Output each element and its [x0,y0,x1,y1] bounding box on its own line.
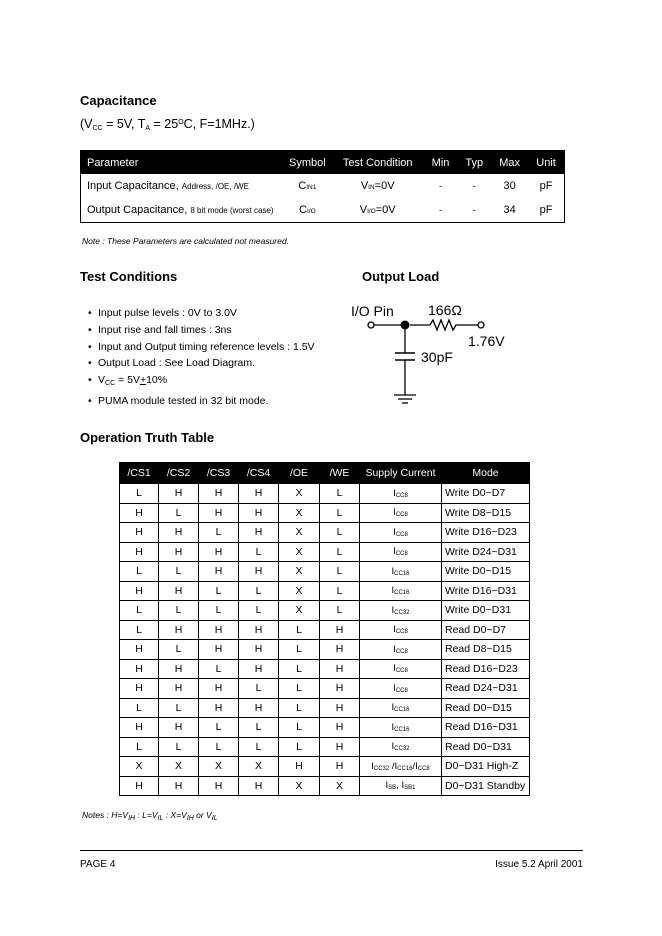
table-row [120,503,530,523]
tt-cell: L [279,620,320,640]
tt-cell: H [239,776,279,796]
table-row [120,620,530,640]
tt-cell: H [159,581,199,601]
condition-main: V [360,180,369,192]
tt-cell: L [120,562,159,582]
table-row [120,776,530,796]
tt-cell: H [120,659,159,679]
tt-cell: L [279,737,320,757]
tt-cell: L [199,737,239,757]
resistor-label: 166Ω [428,302,462,318]
tt-cell: L [199,659,239,679]
output-load-heading: Output Load [362,269,440,284]
current-sub: CC8 [395,492,408,499]
tt-cell: X [279,562,320,582]
output-load-diagram [340,295,540,410]
current-main: I [393,624,396,636]
tt-cell: H [199,620,239,640]
tt-cell: X [239,757,279,777]
tt-cell-supply-current [360,620,442,640]
tt-cell: H [159,659,199,679]
current-main: I [391,604,395,616]
current-sub: CC16 [394,707,410,714]
tt-cell-mode: Write D0~D31 [442,601,530,621]
parameter-name: Input Capacitance, [87,180,179,192]
voltage-label: 1.76V [468,333,505,349]
tt-cell: X [279,523,320,543]
cap-cell-typ: - [472,205,476,215]
tt-cell: L [120,698,159,718]
tt-cell: H [320,640,360,660]
table-row [120,542,530,562]
tt-cell-mode: Write D0~D7 [442,484,530,504]
tt-header-cs3: /CS3 [199,463,239,484]
tt-cell: L [239,737,279,757]
current-main: /I [389,760,398,772]
cap-row [81,198,565,223]
capacitor-label: 30pF [421,349,453,365]
tt-cell: H [199,484,239,504]
current-main: I [393,526,396,538]
cap-header-unit: Unit [528,151,564,175]
table-row [120,523,530,543]
tt-cell: X [279,776,320,796]
cap-cell-unit: pF [539,180,553,192]
current-main: I [393,643,396,655]
tt-header-oe: /OE [279,463,320,484]
current-sub: CC32 [394,609,410,616]
tt-cell: X [279,601,320,621]
table-row [120,698,530,718]
current-main: I [391,721,395,733]
table-row [120,601,530,621]
tt-cell-supply-current [360,640,442,660]
current-main: I [391,741,395,753]
truth-table-notes: Notes : $H=V_{IH}$ : $L=V_{IL}$ : $X=V_{IH}$ or $V_{IL}$ [82,810,218,822]
tt-cell: H [320,620,360,640]
tt-cell: H [239,620,279,640]
symbol-sub: I/O [306,208,316,215]
tt-cell: L [320,542,360,562]
table-row [120,679,530,699]
test-condition-item: • Input rise and fall times : 3ns [88,322,315,339]
tt-cell: L [120,737,159,757]
tt-cell: X [120,757,159,777]
tt-cell-mode: Read D0~D15 [442,698,530,718]
tt-cell-mode: Write D8~D15 [442,503,530,523]
test-condition-item: • Input and Output timing reference levels : 1.5V [88,339,315,356]
cap-cell-condition [332,174,424,198]
condition-sub: I/O [367,208,376,215]
tt-cell: H [159,776,199,796]
tt-cell-supply-current [360,484,442,504]
table-row [120,659,530,679]
tt-header-cs1: /CS1 [120,463,159,484]
cap-cell-max: 34 [503,204,516,216]
tt-cell: L [239,542,279,562]
tt-cell-mode: Read D16~D23 [442,659,530,679]
tt-cell: H [320,757,360,777]
current-sub: CC8 [395,629,408,636]
tt-cell: H [159,542,199,562]
current-main: I [391,585,395,597]
current-main: I [393,507,396,519]
tt-cell: L [159,503,199,523]
tt-cell: H [120,503,159,523]
current-sub: CC16 [394,570,410,577]
tt-cell-supply-current [360,542,442,562]
parameter-detail: Address, /OE, /WE [181,182,249,191]
tt-cell: L [159,601,199,621]
test-condition-item: • Input pulse levels : 0V to 3.0V [88,305,315,322]
junction-dot-icon [401,321,410,330]
cap-header-max: Max [491,151,528,175]
footer-rule [80,850,583,851]
condition-main: V [359,204,368,216]
tt-cell: L [159,737,199,757]
tt-cell: H [120,679,159,699]
tt-cell: H [159,718,199,738]
cap-cell-typ: - [472,181,476,191]
tt-cell: L [239,601,279,621]
cap-cell-symbol [283,198,332,223]
current-main: I [393,487,396,499]
tt-cell: L [239,679,279,699]
current-main: I [371,760,374,772]
tt-cell: H [120,640,159,660]
tt-cell: H [320,737,360,757]
current-sub: SB1 [404,785,416,792]
tt-cell: L [320,581,360,601]
current-sub: CC16 [394,590,410,597]
tt-cell: H [199,562,239,582]
tt-cell-supply-current [360,679,442,699]
tt-cell-mode: Read D0~D7 [442,620,530,640]
tt-cell: H [199,542,239,562]
tt-cell-mode: Write D24~D31 [442,542,530,562]
tt-cell: H [120,542,159,562]
tt-cell: H [120,581,159,601]
table-row [120,484,530,504]
symbol-main: C [299,204,307,216]
tt-cell: L [279,640,320,660]
symbol-sub: IN1 [306,184,317,191]
cap-cell-min: - [439,181,443,191]
tt-cell: X [159,757,199,777]
tt-cell: L [320,484,360,504]
current-sub: CC32 [394,746,410,753]
current-sub: CC8 [395,551,408,558]
tt-cell: L [159,562,199,582]
io-pin-terminal-icon [368,322,374,328]
tt-cell: L [320,523,360,543]
tt-cell: H [120,776,159,796]
tt-cell-mode: D0~D31 High-Z [442,757,530,777]
tt-cell-mode: Read D0~D31 [442,737,530,757]
cap-cell-symbol [283,174,332,198]
tt-cell: X [320,776,360,796]
current-sub: CC16 [394,726,410,733]
tt-cell: L [199,523,239,543]
condition-tail: =0V [375,204,396,216]
current-sub: CC8 [395,512,408,519]
tt-cell: L [239,718,279,738]
tt-cell-mode: Read D16~D31 [442,718,530,738]
tt-cell: H [239,640,279,660]
table-row [120,757,530,777]
current-sub: CC16 [397,765,413,772]
current-sub: CC8 [395,668,408,675]
tt-cell: H [120,523,159,543]
parameter-detail: 8 bit mode (worst case) [190,206,274,215]
tt-cell: H [159,679,199,699]
tt-cell: H [199,776,239,796]
tt-cell-mode: D0~D31 Standby [442,776,530,796]
current-main: I [391,702,395,714]
cap-header-min: Min [424,151,458,175]
tt-cell: L [320,503,360,523]
tt-cell: L [320,601,360,621]
capacitance-conditions: ($V_{CC} = 5V$, $T_A = 25^OC$, F=1MHz.) [80,117,255,132]
symbol-main: C [298,180,307,192]
tt-header-cs2: /CS2 [159,463,199,484]
tt-header-mode: Mode [442,463,530,484]
tt-cell: L [120,601,159,621]
table-row [120,581,530,601]
tt-cell-supply-current [360,562,442,582]
capacitance-heading: Capacitance [80,93,157,108]
tt-cell: L [199,601,239,621]
tt-cell: H [239,562,279,582]
current-sub: SB [388,785,397,792]
tt-cell: H [239,484,279,504]
tt-cell-supply-current [360,737,442,757]
page-number: PAGE 4 [80,859,116,870]
current-main: I [391,565,395,577]
tt-cell: L [320,562,360,582]
cap-header-symbol: Symbol [283,151,332,175]
tt-cell: H [199,698,239,718]
tt-cell: L [199,581,239,601]
current-main: , I [396,780,405,792]
test-condition-item: • Output Load : See Load Diagram. [88,355,315,372]
test-conditions-heading: Test Conditions [80,269,178,284]
tt-cell: L [159,698,199,718]
tt-cell: H [239,503,279,523]
tt-cell: H [239,523,279,543]
capacitance-table [80,150,565,223]
current-sub: CC8 [395,687,408,694]
tt-cell-mode: Write D16~D31 [442,581,530,601]
tt-cell-supply-current [360,718,442,738]
tt-cell: X [279,484,320,504]
tt-cell: L [159,640,199,660]
tt-cell: L [279,659,320,679]
tt-cell: H [199,503,239,523]
tt-cell-mode: Write D0~D15 [442,562,530,582]
tt-cell-supply-current [360,503,442,523]
tt-cell: X [199,757,239,777]
cap-header-test-condition: Test Condition [332,151,424,175]
test-conditions-list [88,305,315,410]
tt-cell-supply-current [360,698,442,718]
current-main: I [393,546,396,558]
current-main: I [385,780,389,792]
current-sub: CC8 [417,765,430,772]
tt-cell: H [320,698,360,718]
tt-cell: H [159,523,199,543]
tt-cell: H [159,484,199,504]
tt-cell: L [279,679,320,699]
issue-date: Issue 5.2 April 2001 [495,859,583,870]
tt-cell: X [279,542,320,562]
tt-cell-supply-current [360,581,442,601]
tt-cell: H [239,698,279,718]
tt-cell: H [320,718,360,738]
test-condition-item-vcc: • $V_{CC} = 5V+10\%$ [88,372,315,393]
cap-cell-condition [332,198,424,223]
tt-cell: L [279,698,320,718]
truth-table-heading: Operation Truth Table [80,430,215,445]
tt-cell: H [199,679,239,699]
tt-cell-supply-current [360,757,442,777]
condition-tail: =0V [374,180,395,192]
tt-cell: L [239,581,279,601]
test-condition-item: • PUMA module tested in 32 bit mode. [88,393,315,410]
current-sub: CC32 [373,765,390,772]
tt-header-supply-current: Supply Current [360,463,442,484]
tt-cell: H [120,718,159,738]
table-row [120,737,530,757]
tt-cell: H [159,620,199,640]
tt-cell: H [320,679,360,699]
current-main: /I [412,760,418,772]
tt-header-cs4: /CS4 [239,463,279,484]
truth-table [119,462,530,796]
current-main: I [393,663,396,675]
io-pin-label: I/O Pin [351,303,394,319]
tt-cell: H [279,757,320,777]
tt-cell: H [239,659,279,679]
tt-cell-mode: Write D16~D23 [442,523,530,543]
tt-cell: X [279,503,320,523]
tt-cell-supply-current [360,659,442,679]
cap-header-typ: Typ [457,151,491,175]
tt-cell: H [320,659,360,679]
tt-cell: L [199,718,239,738]
tt-cell-supply-current [360,776,442,796]
table-row [120,640,530,660]
cap-cell-unit: pF [539,204,553,216]
tt-cell-mode: Read D8~D15 [442,640,530,660]
tt-cell-supply-current [360,523,442,543]
cap-cell-min: - [439,205,443,215]
tt-cell-supply-current [360,601,442,621]
cap-cell-parameter [81,198,284,223]
voltage-terminal-icon [478,322,484,328]
table-row [120,562,530,582]
tt-cell: L [120,620,159,640]
tt-cell: X [279,581,320,601]
table-row [120,718,530,738]
current-main: I [393,682,396,694]
tt-cell: H [199,640,239,660]
cap-header-parameter: Parameter [81,151,284,175]
parameter-name: Output Capacitance, [87,204,188,216]
tt-cell: L [120,484,159,504]
current-sub: CC8 [395,648,408,655]
tt-cell-mode: Read D24~D31 [442,679,530,699]
cap-row [81,174,565,198]
cap-cell-max: 30 [503,180,516,192]
condition-sub: IN [368,184,375,191]
capacitance-note: Note : These Parameters are calculated not measured. [82,236,289,246]
current-sub: CC8 [395,531,408,538]
tt-header-we: /WE [320,463,360,484]
cap-cell-parameter [81,174,284,198]
tt-cell: L [279,718,320,738]
resistor-icon [410,320,478,330]
